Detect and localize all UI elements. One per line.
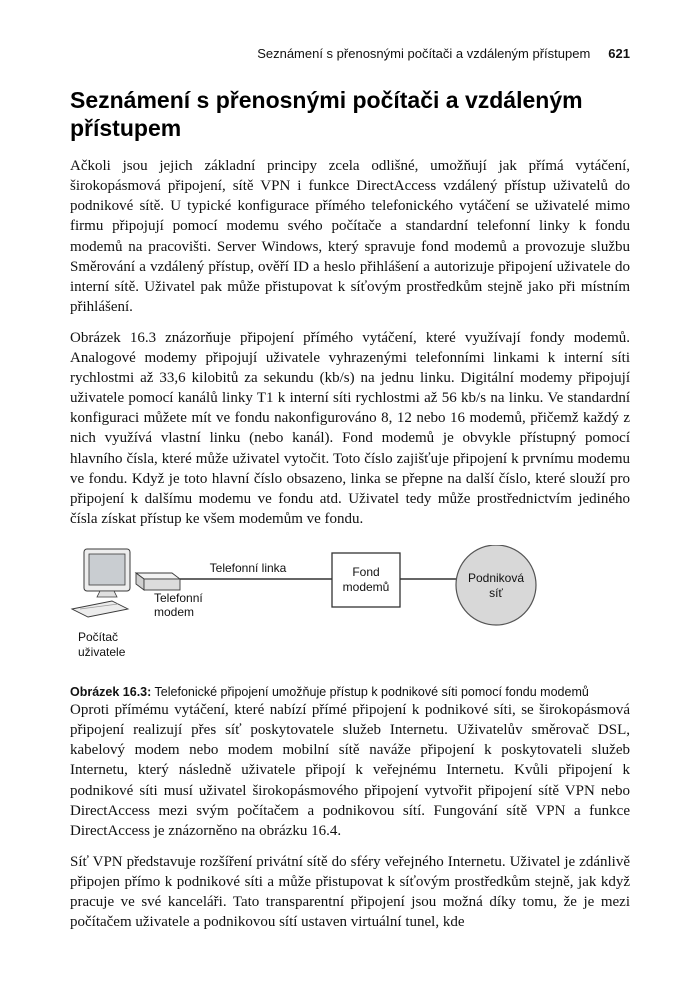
figure-caption [70, 684, 630, 700]
monitor-screen [89, 554, 125, 585]
section-heading: Seznámení s přenosnými počítači a vzdáleným přístupem [70, 87, 583, 141]
figure-caption-label: Obrázek 16.3: [70, 684, 152, 699]
paragraph-3: Oproti přímému vytáčení, které nabízí přímé připojení k podnikové síti, se širokopásmová připojení realizují přes síť poskytovatele služeb Internetu. Uživatelův směrovač DSL, kabelový modem nebo modem mobilní sítě naváže připojení k poskytovateli služeb Internetu, který následně uživatele připojí k veřejnému Internetu. Kvůli připojení k podnikové síti musí uživatel širokopásmového připojení vytvořit připojení sítě VPN nebo DirectAccess mezi svým počítačem a podnikovou sítí. Fungování sítě VPN a funkce DirectAccess je znázorněno na obrázku 16.4. [70, 702, 630, 839]
page-content [70, 0, 630, 943]
dialup-diagram [70, 545, 630, 665]
modem-front [144, 579, 180, 590]
paragraph-1: Ačkoli jsou jejich základní principy zcela odlišné, umožňují jak přímá vytáčení, širokopásmová připojení, sítě VPN i funkce DirectAccess vzdálený přístup uživatelů do podnikové sítě. U typické konfigurace přímého telefonického vytáčení se uživatelé mimo firmu připojují pomocí modemu svého počítače a standardní telefonní linky k fondu modemů na pracovišti. Server Windows, který spravuje fond modemů a provozuje službu Směrování a vzdálený přístup, ověří ID a heslo přihlášení a autorizuje připojení uživatele do interní sítě. Uživatel pak může přistupovat k síťovým prostředkům stejně jako při místním přihlášení. [70, 158, 630, 315]
modem-pool-label-line2: modemů [342, 579, 390, 594]
paragraph-2: Obrázek 16.3 znázorňuje připojení přímého vytáčení, které využívají fondy modemů. Analogové modemy připojují uživatele vyhrazenými telefonními linkami k interní síti rychlostmi až 33,6 kilobitů za sekundu (kb/s) na jednu linku. Digitální modemy připojují uživatele pomocí kanálů linky T1 k interní síti rychlostmi až 56 kb/s na linku. Ve standardní konfiguraci můžete mít ve fondu nakonfigurováno 8, 12 nebo 16 modemů, přičemž každý z nich využívá vlastní linku (nebo kanál). Fond modemů je obvykle přístupný pomocí hlavního čísla, které může uživatel vytočit. Toto číslo zajišťuje připojení k prvnímu modemu ve fondu. Když je toto hlavní číslo obsazeno, linka se přepne na další číslo, které slouží pro připojení k dalšímu modemu ve fondu atd. Uživatel tedy může prostřednictvím jediného čísla získat přístup ke všem modemům ve fondu. [70, 329, 630, 527]
figure-caption-text: Telefonické připojení umožňuje přístup k podnikové síti pomocí fondu modemů [151, 684, 589, 699]
corporate-network-label-line2: síť [489, 585, 503, 600]
phone-line-label: Telefonní linka [209, 560, 287, 575]
monitor-stand [97, 591, 117, 597]
user-computer-label-line2: uživatele [78, 644, 126, 659]
page-number: 621 [608, 46, 630, 61]
corporate-network-label-line1: Podniková [467, 570, 525, 585]
phone-modem-label-line2: modem [154, 604, 195, 619]
modem-pool-label-line1: Fond [352, 564, 380, 579]
paragraph-4: Síť VPN představuje rozšíření privátní sítě do sféry veřejného Internetu. Uživatel je zdánlivě připojen přímo k podnikové síti a může přistupovat k síťovým prostředkům stejně, jak když pracuje ve své kanceláři. Tato transparentní připojení jsou možná díky tomu, že je mezi počítačem uživatele a podnikovou sítí ustaven virtuální tunel, kde [70, 853, 630, 931]
running-header [70, 0, 630, 61]
phone-modem-label-line1: Telefonní [154, 590, 203, 605]
user-computer-label-line1: Počítač [78, 629, 119, 644]
running-header-title: Seznámení s přenosnými počítači a vzdáleným přístupem [257, 46, 591, 61]
corporate-network-circle [456, 545, 536, 625]
figure-16-3 [70, 545, 630, 700]
